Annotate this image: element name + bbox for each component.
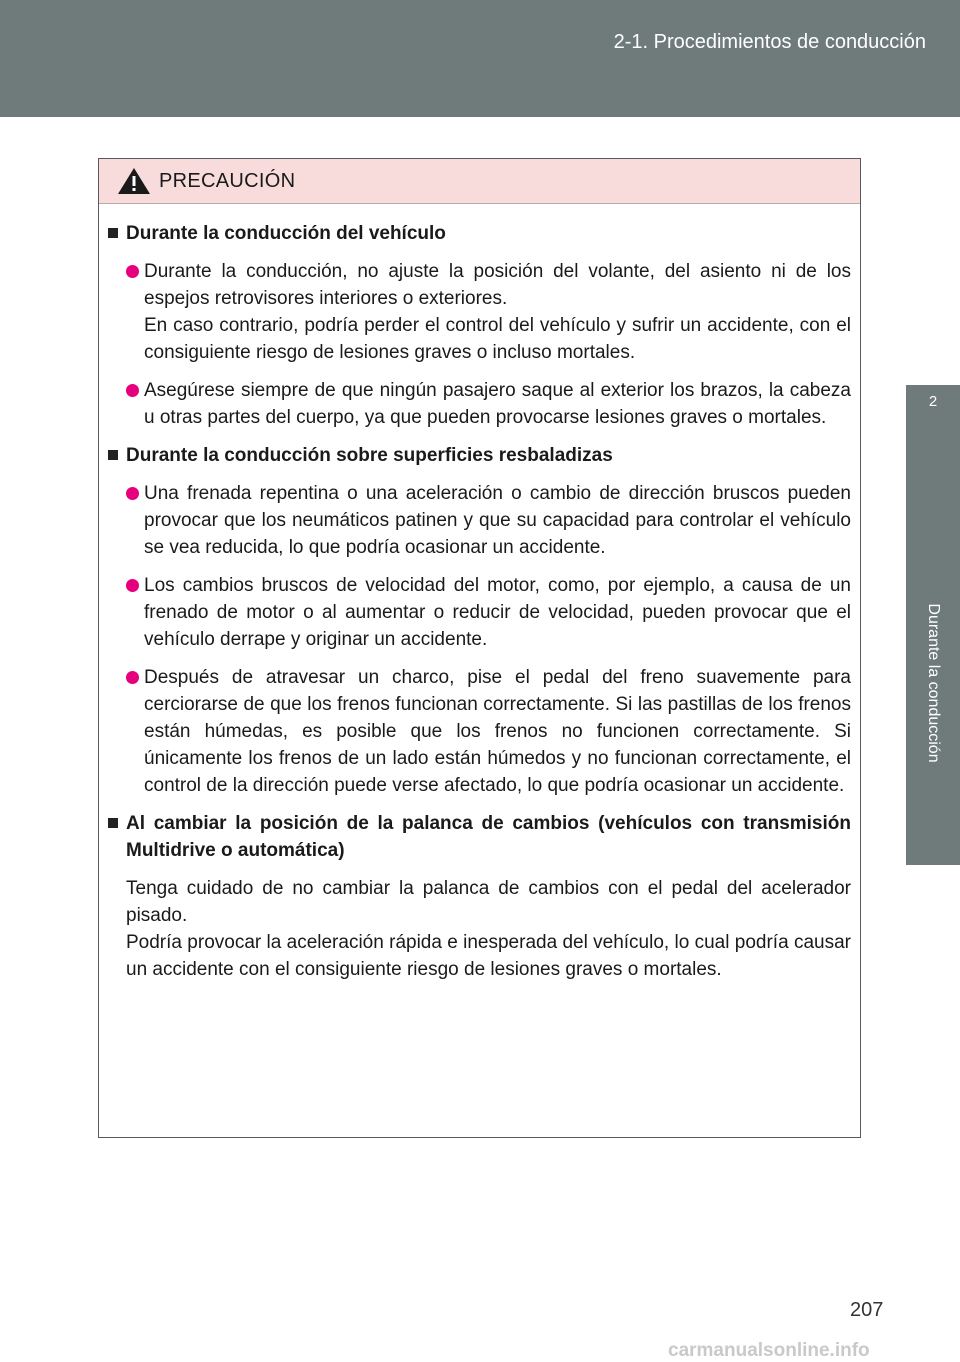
square-bullet-icon: [108, 450, 118, 460]
list-item-text: [144, 258, 851, 366]
chapter-side-tab: [906, 117, 960, 1362]
round-bullet-icon: [126, 384, 139, 397]
section-heading: [106, 810, 851, 864]
round-bullet-icon: [126, 487, 139, 500]
paragraph: Después de atravesar un charco, pise el pedal del freno suavemente para cerciorarse de que los frenos funcionan correctamente. Si las pastillas de los frenos están húmedas, es posible que los frenos no funcionen correctamente. Si únicamente los frenos de un lado están húmedos y no funcionan correctamente, el control de la dirección puede verse afectado, lo que podría ocasionar un accidente.: [144, 667, 851, 796]
chapter-number: 2: [928, 393, 938, 410]
section-heading-text: Durante la conducción del vehículo: [126, 223, 446, 244]
list-item: [126, 258, 851, 366]
list-item-text: [144, 377, 851, 431]
watermark: carmanualsonline.info: [668, 1340, 870, 1361]
section-heading-text: Al cambiar la posición de la palanca de cambios (vehículos con transmisión Multidrive o automática): [126, 813, 851, 861]
square-bullet-icon: [108, 818, 118, 828]
section-text: [126, 875, 851, 983]
paragraph: Una frenada repentina o una aceleración o cambio de dirección bruscos pueden provocar que los neumáticos patinen y que su capacidad para controlar el vehículo se vea reducida, lo que podría ocasionar un accidente.: [144, 483, 851, 558]
chapter-title: Durante la conducción: [925, 603, 942, 763]
list-item-text: [144, 480, 851, 561]
section-title: 2-1. Procedimientos de conducción: [613, 31, 926, 53]
caution-title: PRECAUCIÓN: [159, 169, 296, 192]
section-heading: [106, 220, 851, 247]
section-heading: [106, 442, 851, 469]
round-bullet-icon: [126, 671, 139, 684]
section-heading-text: Durante la conducción sobre superficies resbaladizas: [126, 445, 613, 466]
list-item-text: [144, 664, 851, 799]
list-item: [126, 664, 851, 799]
paragraph: En caso contrario, podría perder el control del vehículo y sufrir un accidente, con el consiguiente riesgo de lesiones graves o incluso mortales.: [144, 315, 851, 363]
chapter-tab-box: [906, 385, 960, 865]
list-item-text: [144, 572, 851, 653]
round-bullet-icon: [126, 579, 139, 592]
warning-triangle-icon: [117, 167, 151, 195]
caution-body: [99, 204, 860, 983]
caution-box: [98, 158, 861, 1138]
top-header-bar: [0, 0, 960, 117]
paragraph: Los cambios bruscos de velocidad del motor, como, por ejemplo, a causa de un frenado de motor o al aumentar o reducir de velocidad, pueden provocar que el vehículo derrape y originar un accidente.: [144, 575, 851, 650]
round-bullet-icon: [126, 265, 139, 278]
square-bullet-icon: [108, 228, 118, 238]
caution-header: [99, 159, 860, 204]
list-item: [126, 377, 851, 431]
paragraph: Asegúrese siempre de que ningún pasajero saque al exterior los brazos, la cabeza u otras partes del cuerpo, ya que pueden provocarse lesiones graves o mortales.: [144, 380, 851, 428]
paragraph: Tenga cuidado de no cambiar la palanca de cambios con el pedal del acelerador pisado.: [126, 878, 851, 926]
paragraph: Podría provocar la aceleración rápida e inesperada del vehículo, lo cual podría causar un accidente con el consiguiente riesgo de lesiones graves o mortales.: [126, 932, 851, 980]
list-item: [126, 480, 851, 561]
page-number: 207: [850, 1299, 884, 1321]
paragraph: Durante la conducción, no ajuste la posición del volante, del asiento ni de los espejos retrovisores interiores o exteriores.: [144, 261, 851, 309]
list-item: [126, 572, 851, 653]
